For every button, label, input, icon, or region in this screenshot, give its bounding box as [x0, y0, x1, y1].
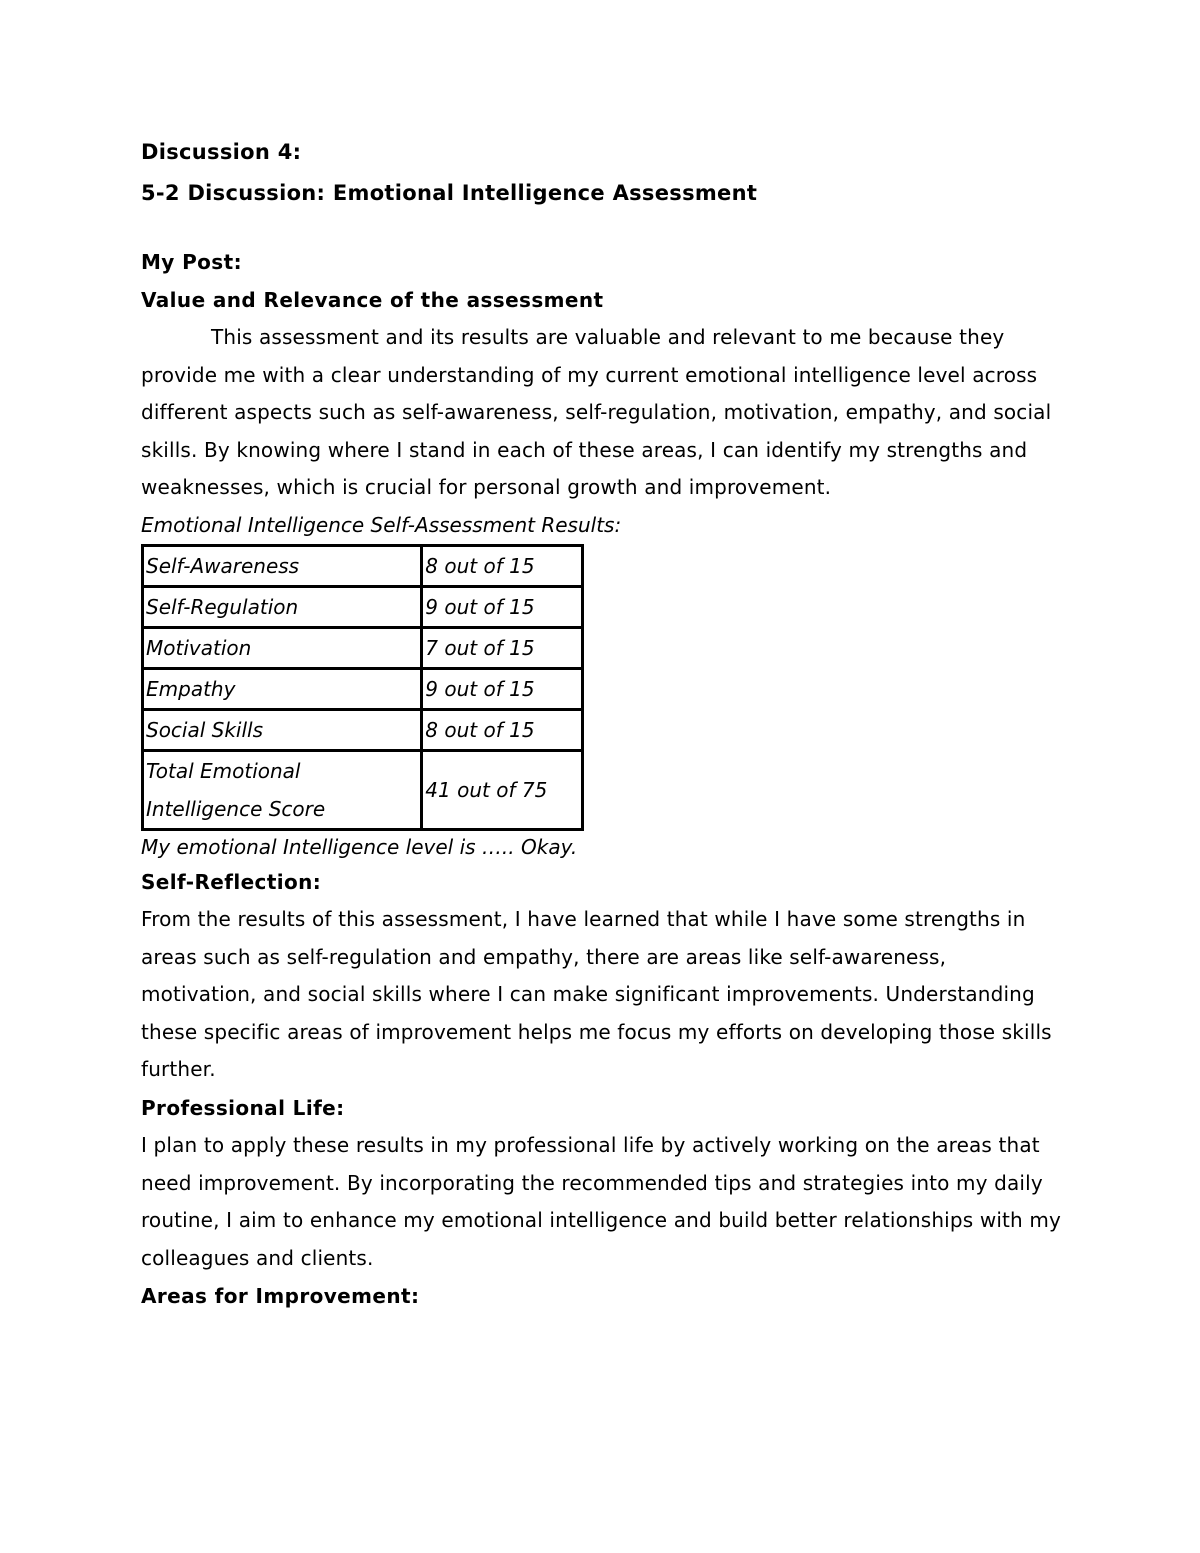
table-cell-value: 9 out of 15 — [422, 668, 583, 709]
my-post-label: My Post: — [141, 250, 242, 274]
table-cell-label: Self-Awareness — [143, 545, 422, 586]
table-cell-value: 41 out of 75 — [422, 750, 583, 829]
section-heading-value-relevance: Value and Relevance of the assessment — [141, 288, 604, 312]
section-heading-self-reflection: Self-Reflection: — [141, 869, 322, 894]
table-row — [143, 627, 583, 668]
table-row — [143, 709, 583, 750]
table-cell-label: Self-Regulation — [143, 586, 422, 627]
section-text-value-relevance: This assessment and its results are valuable and relevant to me because they provide me with a clear understanding of my current emotional intelligence level across different aspects such as self-awareness, self-regulation, motivation, empathy, and social skills. By knowing where I stand in each of these areas, I can identify my strengths and weaknesses, which is crucial for personal growth and improvement. — [141, 325, 1052, 500]
table-caption: Emotional Intelligence Self-Assessment Results: — [141, 512, 622, 537]
table-cell-value: 9 out of 15 — [422, 586, 583, 627]
scores-table — [141, 544, 584, 831]
section-text-professional-life: I plan to apply these results in my professional life by actively working on the areas that need improvement. By incorporating the recommended tips and strategies into my daily routine, I aim to enhance my emotional intelligence and build better relationships with my colleagues and clients. — [141, 1132, 1061, 1270]
table-cell-label: Social Skills — [143, 709, 422, 750]
table-row — [143, 545, 583, 586]
level-statement: My emotional Intelligence level is ….. Okay. — [141, 834, 578, 859]
document-title-line2: 5-2 Discussion: Emotional Intelligence Assessment — [141, 181, 758, 205]
table-cell-label: Motivation — [143, 627, 422, 668]
section-heading-professional-life: Professional Life: — [141, 1095, 345, 1120]
table-cell-label: Empathy — [143, 668, 422, 709]
table-row-total — [143, 750, 583, 829]
table-row — [143, 668, 583, 709]
spacer — [141, 207, 1061, 243]
table-cell-value: 8 out of 15 — [422, 545, 583, 586]
document-title-line1: Discussion 4: — [141, 140, 302, 164]
table-cell-label: Total Emotional Intelligence Score — [143, 750, 422, 829]
table-cell-value: 7 out of 15 — [422, 627, 583, 668]
table-row — [143, 586, 583, 627]
document-page — [141, 138, 1061, 1315]
section-text-self-reflection: From the results of this assessment, I have learned that while I have some strengths in areas such as self-regulation and empathy, there are areas like self-awareness, motivation, and social skills where I can make significant improvements. Understanding these specific areas of improvement helps me focus my efforts on developing those skills further. — [141, 906, 1052, 1082]
section-heading-areas-improvement: Areas for Improvement: — [141, 1284, 420, 1309]
table-cell-value: 8 out of 15 — [422, 709, 583, 750]
